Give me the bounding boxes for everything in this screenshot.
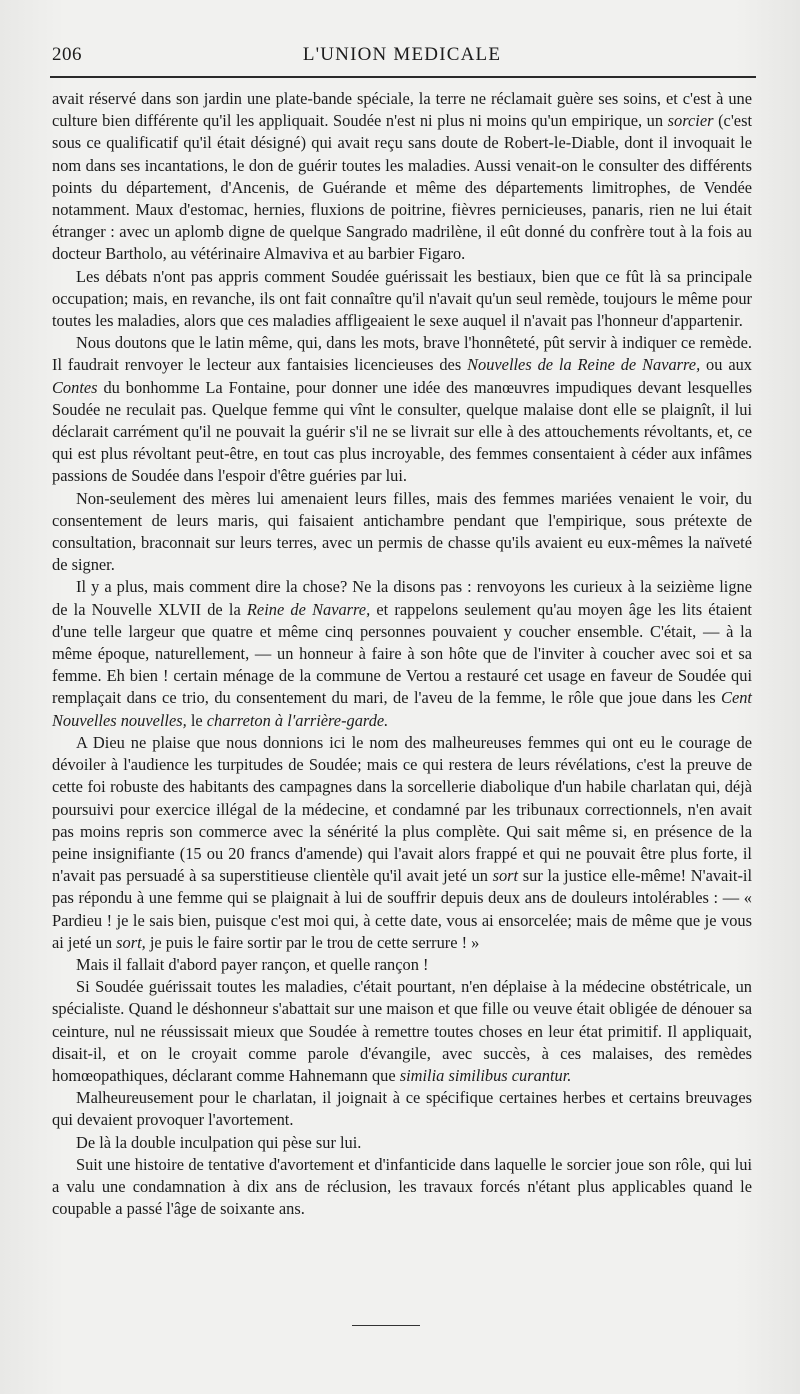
text-run: Il y a plus, mais comment dire la chose? Ne la disons pas : renvoyons les curieux à la seizième ligne de la Nouvelle XLVII de la — [52, 577, 752, 619]
header-rule — [50, 76, 756, 78]
italic-text: similia similibus curantur. — [399, 1065, 572, 1085]
text-run: le — [186, 710, 207, 730]
italic-text: sort, — [116, 932, 146, 952]
text-run: (c'est sous ce qualificatif qu'il était désigné) qui avait reçu sans doute de Robert-le-Diable, dont il invoquait le nom dans ses incantations, le don de guérir toutes les maladies. Aussi venait-on le consulter des différents points du département, d'Ancenis, de Guérande et même des départements limitrophes, de Vendée notamment. Maux d'estomac, hernies, fluxions de poitrine, fièvres pernicieuses, panaris, rien ne lui était étranger : avec un aplomb digne de quelque Sangrado madrilène, il eût donné du confrère tout à la fois au docteur Bartholo, au vétérinaire Almaviva et au barbier Figaro. — [52, 111, 752, 264]
paragraph — [52, 954, 752, 976]
italic-text: Cent Nouvelles nouvelles, — [52, 688, 752, 730]
italic-text: Contes — [52, 377, 98, 397]
text-run: sur la justice elle-même! N'avait-il pas répondu à une femme qui se plaignait à lui de souffrir depuis deux ans de douleurs intolérables : — « Pardieu ! je le sais bien, puisque c'est moi qui, à cette date, vous ai ensorcelée; mais de même que je vous ai jeté un — [52, 866, 753, 952]
text-run: Si Soudée guérissait toutes les maladies, c'était pourtant, n'en déplaise à la médecine obstétricale, un spécialiste. Quand le déshonneur s'abattait sur une maison et que fille ou veuve était obligée de dénouer sa ceinture, nul ne réussissait mieux que Soudée à remettre toutes choses en leur état primitif. Il appliquait, disait-il, et on le croyait comme parole d'évangile, avec succès, à ces malaises, des remèdes homœopathiques, déclarant comme Hahnemann que — [52, 977, 752, 1085]
italic-text: Nouvelles de la Reine de Navarre, — [467, 355, 701, 375]
text-run: Malheureusement pour le charlatan, il joignait à ce spécifique certaines herbes et certains breuvages qui devaient provoquer l'avortement. — [52, 1088, 752, 1130]
paragraph — [52, 732, 752, 954]
paragraph — [52, 332, 752, 487]
text-run: Nous doutons que le latin même, qui, dans les mots, brave l'honnêteté, pût servir à indiquer ce remède. Il faudrait renvoyer le lecteur aux fantaisies licencieuses des — [52, 333, 752, 375]
closing-rule — [352, 1325, 420, 1326]
text-run: A Dieu ne plaise que nous donnions ici le nom des malheureuses femmes qui ont eu le courage de dévoiler à l'audience les turpitudes de Soudée; mais ce qui restera de leurs révélations, c'est la preuve de cette foi robuste des habitants des campagnes dans la sorcellerie diabolique d'un habile charlatan qui, déjà poursuivi pour exercice illégal de la médecine, et condamné par les tribunaux correctionnels, n'en avait pas moins repris son commerce avec la sénérité la plus complète. Qui sait même si, en présence de la peine insignifiante (15 ou 20 francs d'amende) qui l'avait alors frappé et qui ne pouvait être plus forte, il n'avait pas persuadé à sa superstitieuse clientèle qu'il avait jeté un — [52, 732, 752, 886]
page-number: 206 — [52, 44, 82, 65]
running-head: L'UNION MEDICALE — [302, 44, 502, 65]
italic-text: charreton à l'arrière-garde. — [206, 710, 389, 730]
paragraph — [52, 1154, 752, 1221]
text-run: du bonhomme La Fontaine, pour donner une idée des manœuvres impudiques devant lesquelles Soudée ne reculait pas. Quelque femme qui vînt le consulter, quelque malaise dont elle se plaignît, il lui déclarait carrément qu'il ne pouvait la guérir s'il ne se livrait sur elle à des attouchements révoltants, et, ce qui est plus révoltant peut-être, en tout cas plus incroyable, des femmes consentaient à céder aux infâmes passions de Soudée dans l'espoir d'être guéries par lui. — [52, 377, 752, 486]
paragraph — [52, 576, 752, 731]
italic-text: Reine de Navarre, — [246, 599, 371, 619]
article-body — [52, 88, 752, 1220]
text-run: et rappelons seulement qu'au moyen âge les lits étaient d'une telle largeur que quatre et même cinq personnes pouvaient y coucher ensemble. C'était, — à la même époque, naturellement, — un honneur à faire à son hôte que de l'inviter à coucher avec soi et sa femme. Eh bien ! certain ménage de la commune de Vertou a restauré cet usage en faveur de Soudée qui remplaçait dans ce trio, du consentement du mari, de l'aveu de la femme, le rôle que joue dans les — [52, 599, 752, 708]
text-run: je puis le faire sortir par le trou de cette serrure ! » — [145, 932, 480, 952]
text-run: Mais il fallait d'abord payer rançon, et quelle rançon ! — [76, 954, 429, 974]
text-run: Les débats n'ont pas appris comment Soudée guérissait les bestiaux, bien que ce fût là sa principale occupation; mais, en revanche, ils ont fait connaître qu'il n'avait qu'un seul remède, toujours le même pour toutes les maladies, alors que ces maladies affligeaient le sexe auquel il n'avait pas l'honneur d'appartenir. — [52, 266, 752, 331]
paragraph — [52, 1132, 752, 1154]
text-run: De là la double inculpation qui pèse sur lui. — [76, 1132, 362, 1152]
italic-text: sorcier — [667, 111, 714, 131]
paragraph — [52, 488, 752, 577]
text-run: Non-seulement des mères lui amenaient leurs filles, mais des femmes mariées venaient le voir, du consentement de leurs maris, qui faisaient antichambre pendant que l'empirique, sous prétexte de consultation, braconnait sur leurs terres, avec un permis de chasse qu'ils avaient eu eux-mêmes la naïveté de signer. — [52, 488, 752, 575]
text-run: Suit une histoire de tentative d'avortement et d'infanticide dans laquelle le sorcier joue son rôle, qui lui a valu une condamnation à dix ans de réclusion, les travaux forcés n'étant plus applicables quand le coupable a passé l'âge de soixante ans. — [52, 1154, 752, 1219]
paragraph — [52, 976, 752, 1087]
text-run: avait réservé dans son jardin une plate-bande spéciale, la terre ne réclamait guère ses soins, et c'est à une culture bien différente qu'il les appliquait. Soudée n'est ni plus ni moins qu'un empirique, un — [52, 89, 752, 131]
italic-text: sort — [492, 866, 519, 886]
paragraph — [52, 88, 752, 266]
paragraph — [52, 1087, 752, 1131]
page-header — [52, 44, 752, 72]
text-run: ou aux — [700, 355, 752, 375]
paragraph — [52, 266, 752, 333]
